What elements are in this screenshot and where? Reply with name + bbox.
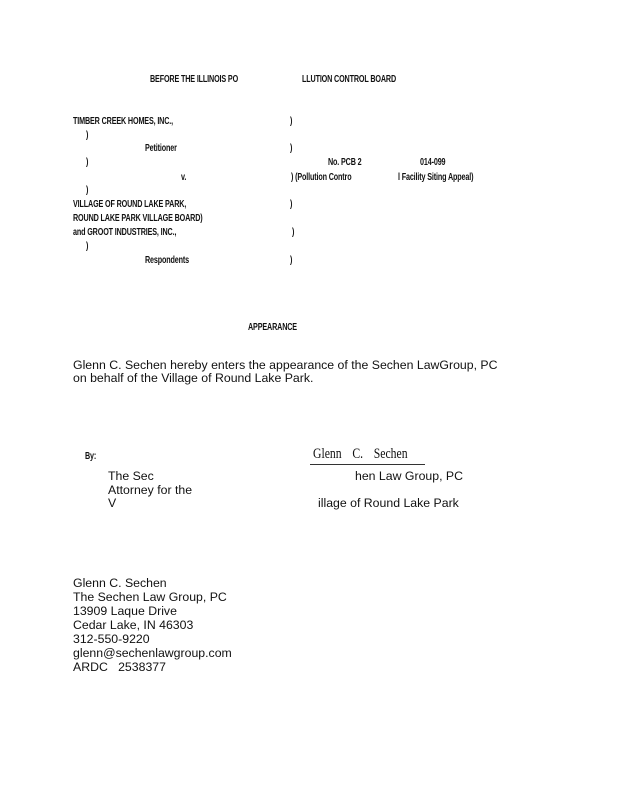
signature-firm-right: hen Law Group, PC bbox=[355, 469, 464, 483]
board-header-part-1: BEFORE THE ILLINOIS PO bbox=[150, 74, 239, 85]
case-type-part-1: ) (Pollution Contro bbox=[291, 172, 352, 183]
case-number-suffix: 014-099 bbox=[420, 157, 446, 168]
respondent-village: VILLAGE OF ROUND LAKE PARK, bbox=[73, 199, 187, 210]
versus: v. bbox=[181, 172, 187, 183]
caption-paren: ) bbox=[290, 143, 293, 154]
appearance-text-line-1: Glenn C. Sechen hereby enters the appearance of the Sechen LawGroup, PC bbox=[73, 358, 498, 372]
respondent-groot: and GROOT INDUSTRIES, INC., bbox=[73, 227, 177, 238]
respondent-village-board: ROUND LAKE PARK VILLAGE BOARD) bbox=[73, 213, 203, 224]
contact-ardc: ARDC 2538377 bbox=[73, 660, 166, 674]
caption-paren: ) bbox=[86, 157, 89, 168]
by-label: By: bbox=[85, 451, 97, 462]
signature-firm-left: The Sec bbox=[108, 469, 154, 483]
case-type-part-2: l Facility Siting Appeal) bbox=[398, 172, 474, 183]
case-number: No. PCB 2 bbox=[328, 157, 362, 168]
caption-paren: ) bbox=[292, 227, 295, 238]
petitioner-name: TIMBER CREEK HOMES, INC., bbox=[73, 116, 174, 127]
contact-name: Glenn C. Sechen bbox=[73, 576, 167, 590]
contact-email: glenn@sechenlawgroup.com bbox=[73, 646, 232, 660]
contact-firm: The Sechen Law Group, PC bbox=[73, 590, 227, 604]
handwritten-signature: Glenn C. Sechen bbox=[313, 446, 408, 462]
caption-paren: ) bbox=[86, 130, 89, 141]
caption-paren: ) bbox=[86, 241, 89, 252]
signature-client-left: V bbox=[108, 496, 117, 510]
respondent-role: Respondents bbox=[145, 255, 190, 266]
signature-client-right: illage of Round Lake Park bbox=[318, 496, 459, 510]
board-header-part-2: LLUTION CONTROL BOARD bbox=[302, 74, 397, 85]
petitioner-role: Petitioner bbox=[145, 143, 177, 154]
signature-line bbox=[310, 464, 425, 465]
caption-paren: ) bbox=[86, 185, 89, 196]
contact-street: 13909 Laque Drive bbox=[73, 604, 177, 618]
caption-paren: ) bbox=[290, 199, 293, 210]
caption-paren: ) bbox=[290, 255, 293, 266]
document-title: APPEARANCE bbox=[248, 322, 297, 333]
appearance-text-line-2: on behalf of the Village of Round Lake Park. bbox=[73, 371, 314, 385]
contact-phone: 312-550-9220 bbox=[73, 632, 150, 646]
caption-paren: ) bbox=[290, 116, 293, 127]
signature-attorney-for: Attorney for the bbox=[108, 483, 193, 497]
contact-city: Cedar Lake, IN 46303 bbox=[73, 618, 194, 632]
